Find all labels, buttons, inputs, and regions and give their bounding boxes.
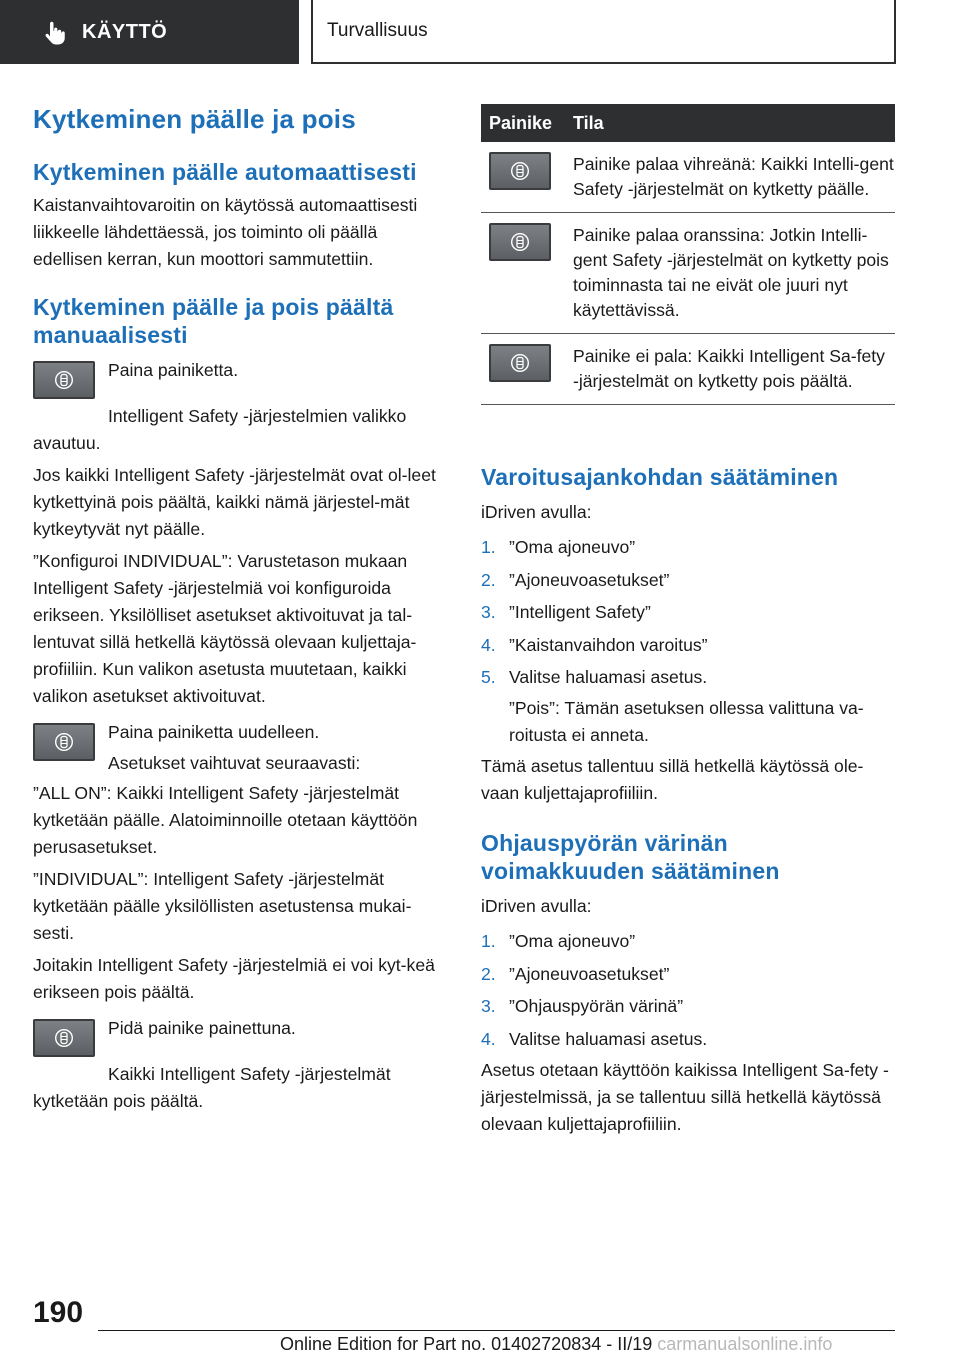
button-status-table — [481, 104, 895, 405]
intelligent-safety-button-icon — [489, 223, 551, 261]
manual-heading: Kytkeminen päälle ja pois päältä manuaalisesti — [33, 294, 394, 348]
table-row — [481, 213, 895, 334]
auto-section — [33, 158, 448, 273]
auto-heading: Kytkeminen päälle automaattisesti — [33, 159, 417, 185]
vibration-intro: iDriven avulla: — [481, 896, 592, 916]
list-item: 5. Valitse haluamasi asetus. — [481, 667, 708, 687]
step2-result: Asetukset vaihtuvat seuraavasti: — [108, 753, 361, 773]
step3-result: Kaikki Intelligent Safety -järjestelmät kytketään pois päältä. — [33, 1064, 391, 1111]
intelligent-safety-button-icon — [33, 361, 95, 399]
table-cell-state: Painike palaa vihreänä: Kaikki Intelli-gent Safety -järjestelmät on kytketty päälle. — [573, 154, 894, 199]
manual-para1: Jos kaikki Intelligent Safety -järjestelmät ovat ol-leet kytkettyinä pois päältä, kaikki nämä järjestel-mät kytkeytyvät nyt päälle. — [33, 465, 436, 539]
manual-section — [33, 293, 448, 1115]
intelligent-safety-button-icon — [33, 723, 95, 761]
edition-text: Online Edition for Part no. 01402720834 - II/19 — [280, 1334, 653, 1354]
vibration-outro: Asetus otetaan käyttöön kaikissa Intelligent Sa-fety -järjestelmissä, ja se tallentuu sillä hetkellä käytössä olevaan kuljettajaprofiiliin. — [481, 1059, 889, 1134]
table-cell-state: Painike ei pala: Kaikki Intelligent Sa-fety -järjestelmät on kytketty pois päältä. — [573, 346, 885, 391]
warning-time-intro: iDriven avulla: — [481, 502, 592, 522]
table-row — [481, 334, 895, 405]
warning-time-outro: Tämä asetus tallentuu sillä hetkellä käytössä ole-vaan kuljettajaprofiiliin. — [481, 756, 864, 803]
list-item: 1. ”Oma ajoneuvo” — [481, 931, 636, 951]
step1-block — [33, 361, 448, 457]
chapter-label: KÄYTTÖ — [82, 20, 168, 43]
list-item: 4. Valitse haluamasi asetus. — [481, 1028, 708, 1049]
warning-time-note: ”Pois”: Tämän asetuksen ollessa valittuna va-roitusta ei anneta. — [509, 698, 864, 745]
list-item: 1. ”Oma ajoneuvo” — [481, 537, 636, 557]
table-header — [481, 104, 895, 142]
page-title: Kytkeminen päälle ja pois — [33, 104, 356, 134]
list-item: 3. ”Ohjauspyörän värinä” — [481, 996, 684, 1016]
intelligent-safety-button-icon — [33, 1019, 95, 1057]
intelligent-safety-button-icon — [489, 152, 551, 190]
list-item: 2. ”Ajoneuvoasetukset” — [481, 963, 670, 984]
manual-para5: Joitakin Intelligent Safety -järjestelmiä ei voi kyt-keä erikseen pois päältä. — [33, 955, 435, 1002]
step2-action: Paina painiketta uudelleen. — [108, 722, 320, 742]
list-item: 2. ”Ajoneuvoasetukset” — [481, 569, 670, 590]
warning-time-heading: Varoitusajankohdan säätäminen — [481, 464, 839, 490]
hand-pointer-icon — [42, 19, 68, 45]
footer-edition — [280, 1334, 832, 1355]
table-header-button: Painike — [489, 112, 553, 133]
intelligent-safety-button-icon — [489, 344, 551, 382]
table-header-state: Tila — [573, 112, 604, 133]
auto-body: Kaistanvaihtovaroitin on käytössä automaattisesti liikkeelle lähdettäessä, jos toiminto oli päällä edellisen kerran, kun moottori sammutettiin. — [33, 195, 418, 269]
table-cell-state: Painike palaa oranssina: Jotkin Intelli-gent Safety -järjestelmät on kytketty pois toiminnasta tai ne eivät ole juuri nyt käytettävissä. — [573, 225, 889, 320]
footer-divider — [98, 1330, 895, 1331]
manual-para4: ”INDIVIDUAL”: Intelligent Safety -järjestelmät kytketään päälle yksilöllisten asetustensa mukai-sesti. — [33, 869, 412, 943]
table-row — [481, 142, 895, 213]
warning-time-section — [481, 463, 895, 807]
section-tab[interactable] — [311, 0, 896, 64]
warning-time-steps — [481, 534, 895, 691]
list-item: 3. ”Intelligent Safety” — [481, 602, 651, 622]
step1-result: Intelligent Safety -järjestelmien valikko avautuu. — [33, 406, 407, 453]
step2-block — [33, 723, 448, 777]
watermark: carmanualsonline.info — [657, 1334, 833, 1354]
list-item: 4. ”Kaistanvaihdon varoitus” — [481, 634, 708, 655]
manual-para2: ”Konfiguroi INDIVIDUAL”: Varustetason mukaan Intelligent Safety -järjestelmiä voi konfiguroida erikseen. Yksilölliset asetukset aktivoituvat ja tal-lentuvat sillä hetkellä käytössä olevaan kuljettaja-profiiliin. Kun valikon asetusta muutetaan, kaikki valikon asetukset aktivoituvat. — [33, 551, 417, 706]
vibration-steps — [481, 928, 895, 1053]
section-label: Turvallisuus — [327, 20, 428, 41]
chapter-tab[interactable] — [0, 0, 299, 64]
step3-action: Pidä painike painettuna. — [108, 1018, 296, 1038]
step1-action: Paina painiketta. — [108, 360, 239, 380]
vibration-section — [481, 829, 895, 1138]
step3-block — [33, 1019, 448, 1115]
vibration-heading: Ohjauspyörän värinän voimakkuuden säätäminen — [481, 830, 780, 884]
manual-para3: ”ALL ON”: Kaikki Intelligent Safety -järjestelmät kytketään päälle. Alatoiminnoille otetaan käyttöön perusasetukset. — [33, 783, 418, 857]
page-number: 190 — [33, 1296, 84, 1329]
